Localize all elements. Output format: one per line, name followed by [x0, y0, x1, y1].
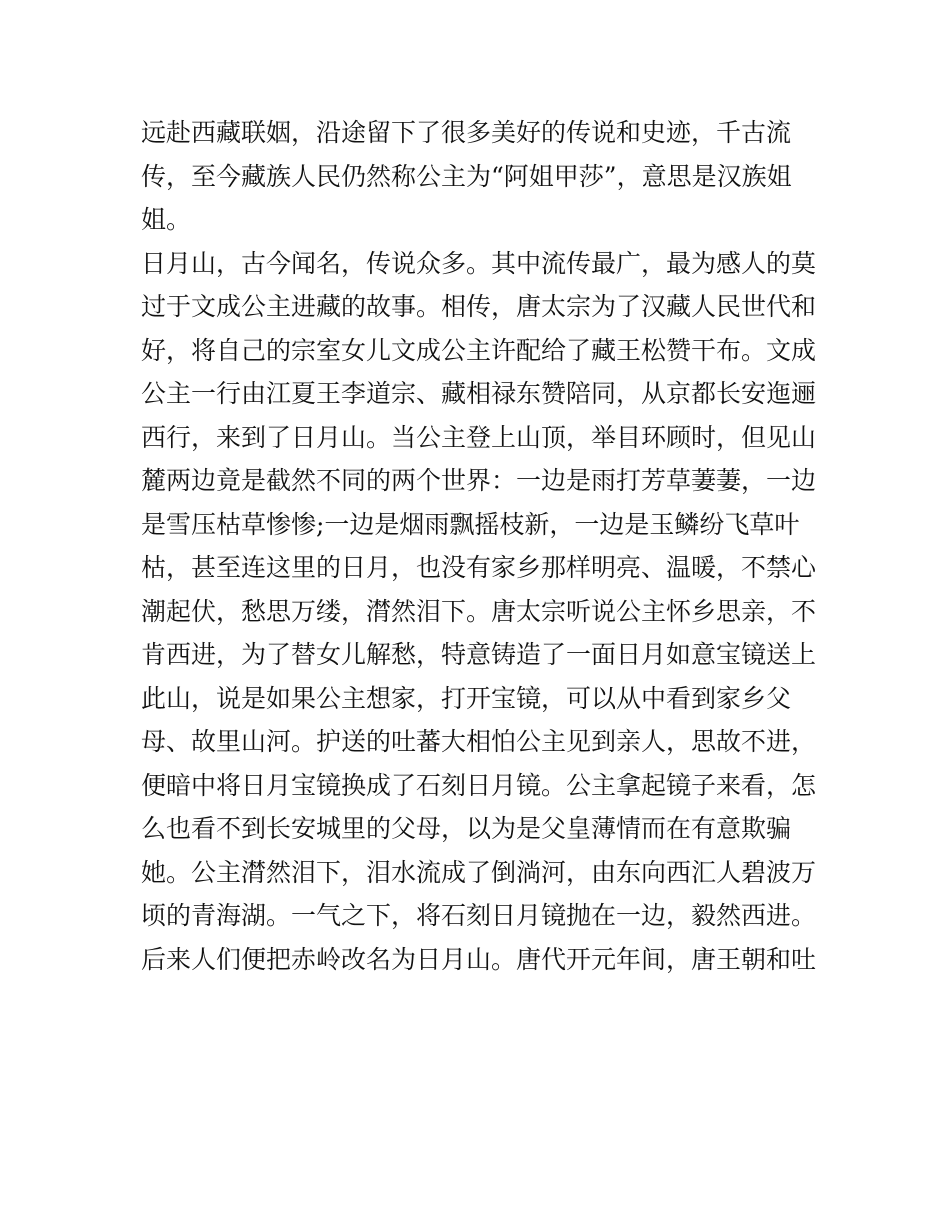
- text-line: 远赴西藏联姻，沿途留下了很多美好的传说和史迹，千古流: [141, 118, 792, 147]
- text-line: 么也看不到长安城里的父母，以为是父皇薄情而在有意欺骗: [141, 814, 792, 843]
- text-line: 是雪压枯草惨惨;一边是烟雨飘摇枝新，一边是玉鳞纷飞草叶: [141, 509, 800, 539]
- text-line: 潮起伏，愁思万缕，潸然泪下。唐太宗听说公主怀乡思亲，不: [141, 596, 817, 626]
- text-line: 母、故里山河。护送的吐蕃大相怕公主见到亲人，思故不进，: [141, 727, 817, 756]
- text-line: 便暗中将日月宝镜换成了石刻日月镜。公主拿起镜子来看，怎: [141, 770, 817, 800]
- text-line: 好，将自己的宗室女儿文成公主许配给了藏王松赞干布。文成: [141, 335, 817, 365]
- text-line: 枯，甚至连这里的日月，也没有家乡那样明亮、温暖，不禁心: [141, 553, 817, 582]
- text-line: 顷的青海湖。一气之下，将石刻日月镜抛在一边，毅然西进。: [141, 901, 817, 930]
- text-line: 后来人们便把赤岭改名为日月山。唐代开元年间，唐王朝和吐: [141, 944, 817, 974]
- text-line: 她。公主潸然泪下，泪水流成了倒淌河，由东向西汇人碧波万: [141, 857, 817, 887]
- text-line: 过于文成公主进藏的故事。相传，唐太宗为了汉藏人民世代和: [141, 292, 817, 321]
- text-line: 公主一行由江夏王李道宗、藏相禄东赞陪同，从京都长安迤逦: [141, 379, 817, 408]
- text-line: 此山，说是如果公主想家，打开宝镜，可以从中看到家乡父: [141, 683, 792, 713]
- text-line: 麓两边竟是截然不同的两个世界：一边是雨打芳草萋萋，一边: [141, 466, 817, 495]
- text-line: 传，至今藏族人民仍然称公主为“阿姐甲莎”，意思是汉族姐: [141, 161, 792, 191]
- text-line: 西行，来到了日月山。当公主登上山顶，举目环顾时，但见山: [141, 422, 817, 452]
- text-line: 肯西进，为了替女儿解愁，特意铸造了一面日月如意宝镜送上: [141, 640, 817, 669]
- body-text: [141, 111, 821, 981]
- text-line: 姐。: [141, 205, 192, 234]
- text-line: 日月山，古今闻名，传说众多。其中流传最广，最为感人的莫: [141, 248, 817, 278]
